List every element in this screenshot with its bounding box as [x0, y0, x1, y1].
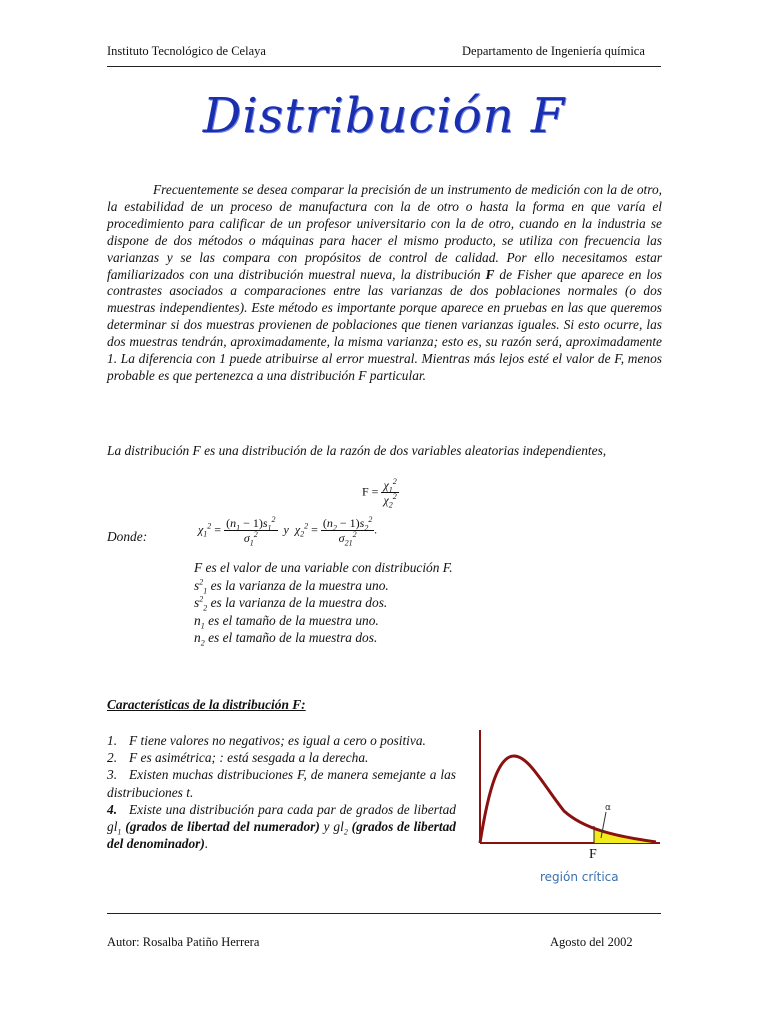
footer-author: Autor: Rosalba Patiño Herrera — [107, 935, 260, 949]
chi-square-formulas: $\chi_1^2$ = $\frac{(n_1 - 1)s_1^2}{\sigma_1^2}$ y $\chi_2^2$ = $\frac{(n_2 - 1)s_2^2}{\sigma_{21}^2}$ . — [198, 515, 378, 548]
def-f: F es el valor de una variable con distribución F. — [194, 560, 453, 575]
def-n1: $n_1$ es el tamaño de la muestra uno. — [194, 612, 379, 631]
header-department: Departamento de Ingeniería química — [462, 44, 645, 58]
page-title: Distribución F — [202, 88, 566, 144]
header-institution: Instituto Tecnológico de Celaya — [107, 44, 266, 58]
variable-definitions — [194, 559, 453, 647]
header-divider — [107, 66, 661, 67]
f-distribution-figure — [474, 726, 664, 891]
characteristics-title: Características de la distribución F: — [107, 697, 306, 712]
definition-sentence: La distribución F es una distribución de la razón de dos variables aleatorias independientes, — [107, 443, 607, 458]
list-item: 4. Existe una distribución para cada par de grados de libertad $gl_1$ (grados de libertad del numerador) y $gl_2$ (grados de libertad del denominador). — [107, 801, 456, 852]
list-item: 2. F es asimétrica; : está sesgada a la derecha. — [107, 750, 369, 766]
intro-paragraph: Frecuentemente se desea comparar la precisión de un instrumento de medición con la de otro, la estabilidad de un proceso de manufactura con la de otro o hasta la forma en que varía el procedimiento para calificar de un profesor universitario con la de otro, cuando en la industria se dispone de dos métodos o máquinas para hacer el mismo producto, se utiliza con frecuencia las varianzas y se las compara con propósitos de control de calidad. Por ello necesitamos estar familiarizados con una distribución muestral nueva, la distribución F de Fisher que aparece en los contrastes asociados a comparaciones entre las varianzas de dos poblaciones normales (o dos muestras independientes). Este método es importante porque aparece en pruebas en las que queremos determinar si dos muestras provienen de poblaciones que tienen varianzas iguales. Si esto ocurre, las dos muestras tendrán, aproximadamente, la misma varianza; esto es, su razón será, aproximadamente 1. La diferencia con 1 puede atribuirse al error muestral. Mientras más lejos esté el valor de F, menos probable es que pertenezca a una distribución F particular. — [107, 182, 662, 383]
list-item: 1. F tiene valores no negativos; es igual a cero o positiva. — [107, 733, 426, 748]
def-s1: $s^2_1$ es la varianza de la muestra uno. — [194, 577, 389, 596]
characteristics-list — [107, 732, 456, 852]
def-s2: $s^2_2$ es la varianza de la muestra dos. — [194, 594, 388, 613]
donde-label: Donde: — [107, 529, 148, 544]
f-axis-label: F — [589, 847, 597, 862]
list-item: 3. Existen muchas distribuciones F, de manera semejante a las distribuciones t. — [107, 767, 456, 800]
bold-f: F — [485, 266, 495, 282]
footer-date: Agosto del 2002 — [550, 935, 633, 949]
footer-divider — [107, 913, 661, 914]
f-formula: F = $\frac{\chi_1^2}{\chi_2^2}$ — [362, 477, 397, 510]
alpha-label: α — [605, 803, 611, 813]
figure-caption: región crítica — [540, 870, 619, 884]
def-n2: $n_2$ es el tamaño de la muestra dos. — [194, 630, 378, 648]
